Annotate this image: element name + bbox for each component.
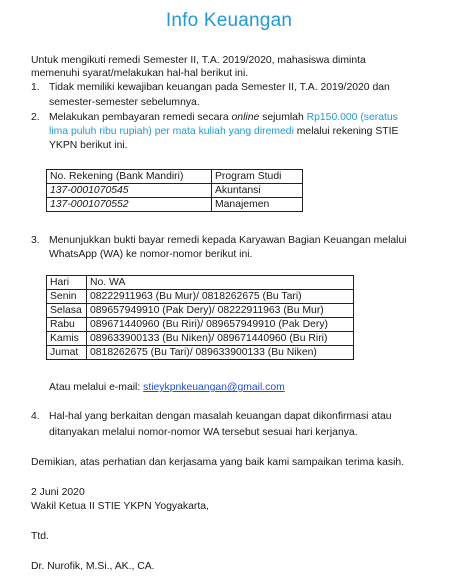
item-2-amount: Rp150.000 (seratus bbox=[306, 112, 398, 123]
table-header-cell: Hari bbox=[47, 276, 87, 290]
study-program-cell: Manajemen bbox=[212, 198, 303, 212]
wa-number-cell: 089633900133 (Bu Niken)/ 089671440960 (Bu Riri) bbox=[87, 332, 354, 346]
item-2-amount-words: lima puluh ribu rupiah) per mata kuliah yang diremedi bbox=[49, 126, 294, 137]
item-2-text: sejumlah bbox=[259, 112, 307, 123]
table-header-row bbox=[47, 170, 303, 184]
bank-account-table bbox=[46, 169, 303, 212]
day-cell: Rabu bbox=[47, 318, 87, 332]
email-link[interactable]: stieykpnkeuangan@gmail.com bbox=[143, 382, 285, 393]
wa-number-cell: 08222911963 (Bu Mur)/ 0818262675 (Bu Tari) bbox=[87, 290, 354, 304]
table-row bbox=[47, 290, 354, 304]
page-title: Info Keuangan bbox=[165, 10, 293, 31]
wa-number-cell: 089671440960 (Bu Riri)/ 089657949910 (Pak Dery) bbox=[87, 318, 354, 332]
item-2-line-3: YKPN berikut ini. bbox=[49, 140, 128, 151]
item-3-number: 3. bbox=[31, 235, 40, 246]
item-1-number: 1. bbox=[31, 82, 40, 93]
table-row bbox=[47, 346, 354, 360]
wa-number-cell: 089657949910 (Pak Dery)/ 08222911963 (Bu Mur) bbox=[87, 304, 354, 318]
item-3-line-1: Menunjukkan bukti bayar remedi kepada Karyawan Bagian Keuangan melalui bbox=[49, 235, 407, 246]
intro-line-1: Untuk mengikuti remedi Semester II, T.A. 2019/2020, mahasiswa diminta bbox=[31, 55, 366, 66]
intro-line-2: memenuhi syarat/melakukan hal-hal berikut ini. bbox=[31, 68, 249, 79]
day-cell: Jumat bbox=[47, 346, 87, 360]
email-label: Atau melalui e-mail: bbox=[49, 382, 144, 393]
item-2-text: Melakukan pembayaran remedi secara bbox=[49, 112, 232, 123]
table-row bbox=[47, 318, 354, 332]
letter-date: 2 Juni 2020 bbox=[31, 487, 85, 498]
item-4-line-2: ditanyakan melalui nomor-nomor WA tersebut sesuai hari kerjanya. bbox=[49, 427, 358, 438]
table-row bbox=[47, 332, 354, 346]
signer-name: Dr. Nurofik, M.Si., AK., CA. bbox=[31, 561, 155, 572]
item-4-line-1: Hal-hal yang berkaitan dengan masalah keuangan dapat dikonfirmasi atau bbox=[49, 411, 392, 422]
item-2-number: 2. bbox=[31, 112, 40, 123]
table-row bbox=[47, 184, 303, 198]
table-header-cell: No. Rekening (Bank Mandiri) bbox=[47, 170, 212, 184]
signature-ttd: Ttd. bbox=[31, 531, 49, 542]
whatsapp-table bbox=[46, 275, 354, 360]
item-1-line-2: semester-semester sebelumnya. bbox=[49, 97, 200, 108]
item-2-line-2 bbox=[49, 125, 398, 139]
account-number-cell: 137-0001070545 bbox=[47, 184, 212, 198]
table-header-cell: No. WA bbox=[87, 276, 354, 290]
email-line bbox=[49, 381, 285, 395]
closing-text: Demikian, atas perhatian dan kerjasama yang baik kami sampaikan terima kasih. bbox=[31, 457, 405, 468]
day-cell: Senin bbox=[47, 290, 87, 304]
table-header-cell: Program Studi bbox=[212, 170, 303, 184]
item-1-line-1: Tidak memiliki kewajiban keuangan pada Semester II, T.A. 2019/2020 dan bbox=[49, 82, 390, 93]
day-cell: Kamis bbox=[47, 332, 87, 346]
item-3-line-2: WhatsApp (WA) ke nomor-nomor berikut ini. bbox=[49, 249, 253, 260]
wa-number-cell: 0818262675 (Bu Tari)/ 089633900133 (Bu Niken) bbox=[87, 346, 354, 360]
item-4-number: 4. bbox=[31, 411, 40, 422]
day-cell: Selasa bbox=[47, 304, 87, 318]
item-2-online: online bbox=[231, 112, 260, 123]
study-program-cell: Akuntansi bbox=[212, 184, 303, 198]
account-number-cell: 137-0001070552 bbox=[47, 198, 212, 212]
table-header-row bbox=[47, 276, 354, 290]
item-2-line-1 bbox=[49, 111, 398, 125]
table-row bbox=[47, 198, 303, 212]
signer-title: Wakil Ketua II STIE YKPN Yogyakarta, bbox=[31, 501, 209, 512]
item-2-text: melalui rekening STIE bbox=[293, 126, 399, 137]
table-row bbox=[47, 304, 354, 318]
